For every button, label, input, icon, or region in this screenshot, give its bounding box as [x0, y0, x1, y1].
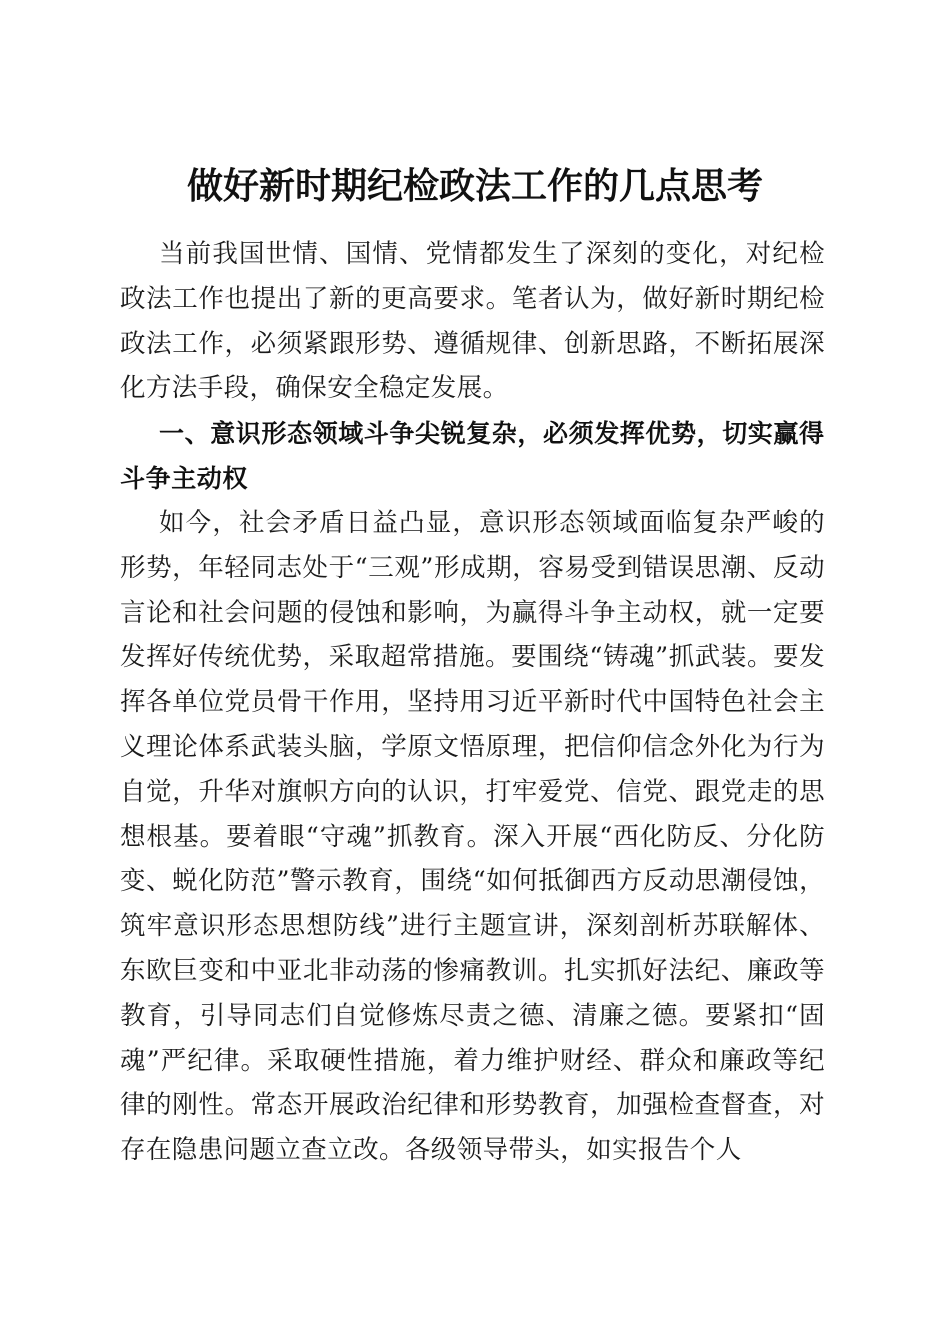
page-title: 做好新时期纪检政法工作的几点思考 [186, 165, 763, 208]
section-heading-1: 一、意识形态领域斗争尖锐复杂，必须发挥优势，切实赢得斗争主动权 [120, 419, 825, 493]
section-1-paragraph: 如今，社会矛盾日益凸显，意识形态领域面临复杂严峻的形势，年轻同志处于“三观”形成期，容易受到错误思潮、反动言论和社会问题的侵蚀和影响，为赢得斗争主动权，就一定要发挥好传统优势，采取超常措施。要围绕“铸魂”抓武装。要发挥各单位党员骨干作用，坚持用习近平新时代中国特色社会主义理论体系武装头脑，学原文悟原理，把信仰信念外化为行为自觉，升华对旗帜方向的认识，打牢爱党、信党、跟党走的思想根基。要着眼“守魂”抓教育。深入开展“西化防反、分化防变、蜕化防范”警示教育，围绕“如何抵御西方反动思潮侵蚀，筑牢意识形态思想防线”进行主题宣讲，深刻剖析苏联解体、东欧巨变和中亚北非动荡的惨痛教训。扎实抓好法纪、廉政等教育，引导同志们自觉修炼尽责之德、清廉之德。要紧扣“固魂”严纪律。采取硬性措施，着力维护财经、群众和廉政等纪律的刚性。常态开展政治纪律和形势教育，加强检查督查，对存在隐患问题立查立改。各级领导带头，如实报告个人 [120, 508, 825, 1166]
intro-paragraph: 当前我国世情、国情、党情都发生了深刻的变化，对纪检政法工作也提出了新的更高要求。笔者认为，做好新时期纪检政法工作，必须紧跟形势、遵循规律、创新思路，不断拓展深化方法手段，确保安全稳定发展。 [120, 239, 825, 404]
